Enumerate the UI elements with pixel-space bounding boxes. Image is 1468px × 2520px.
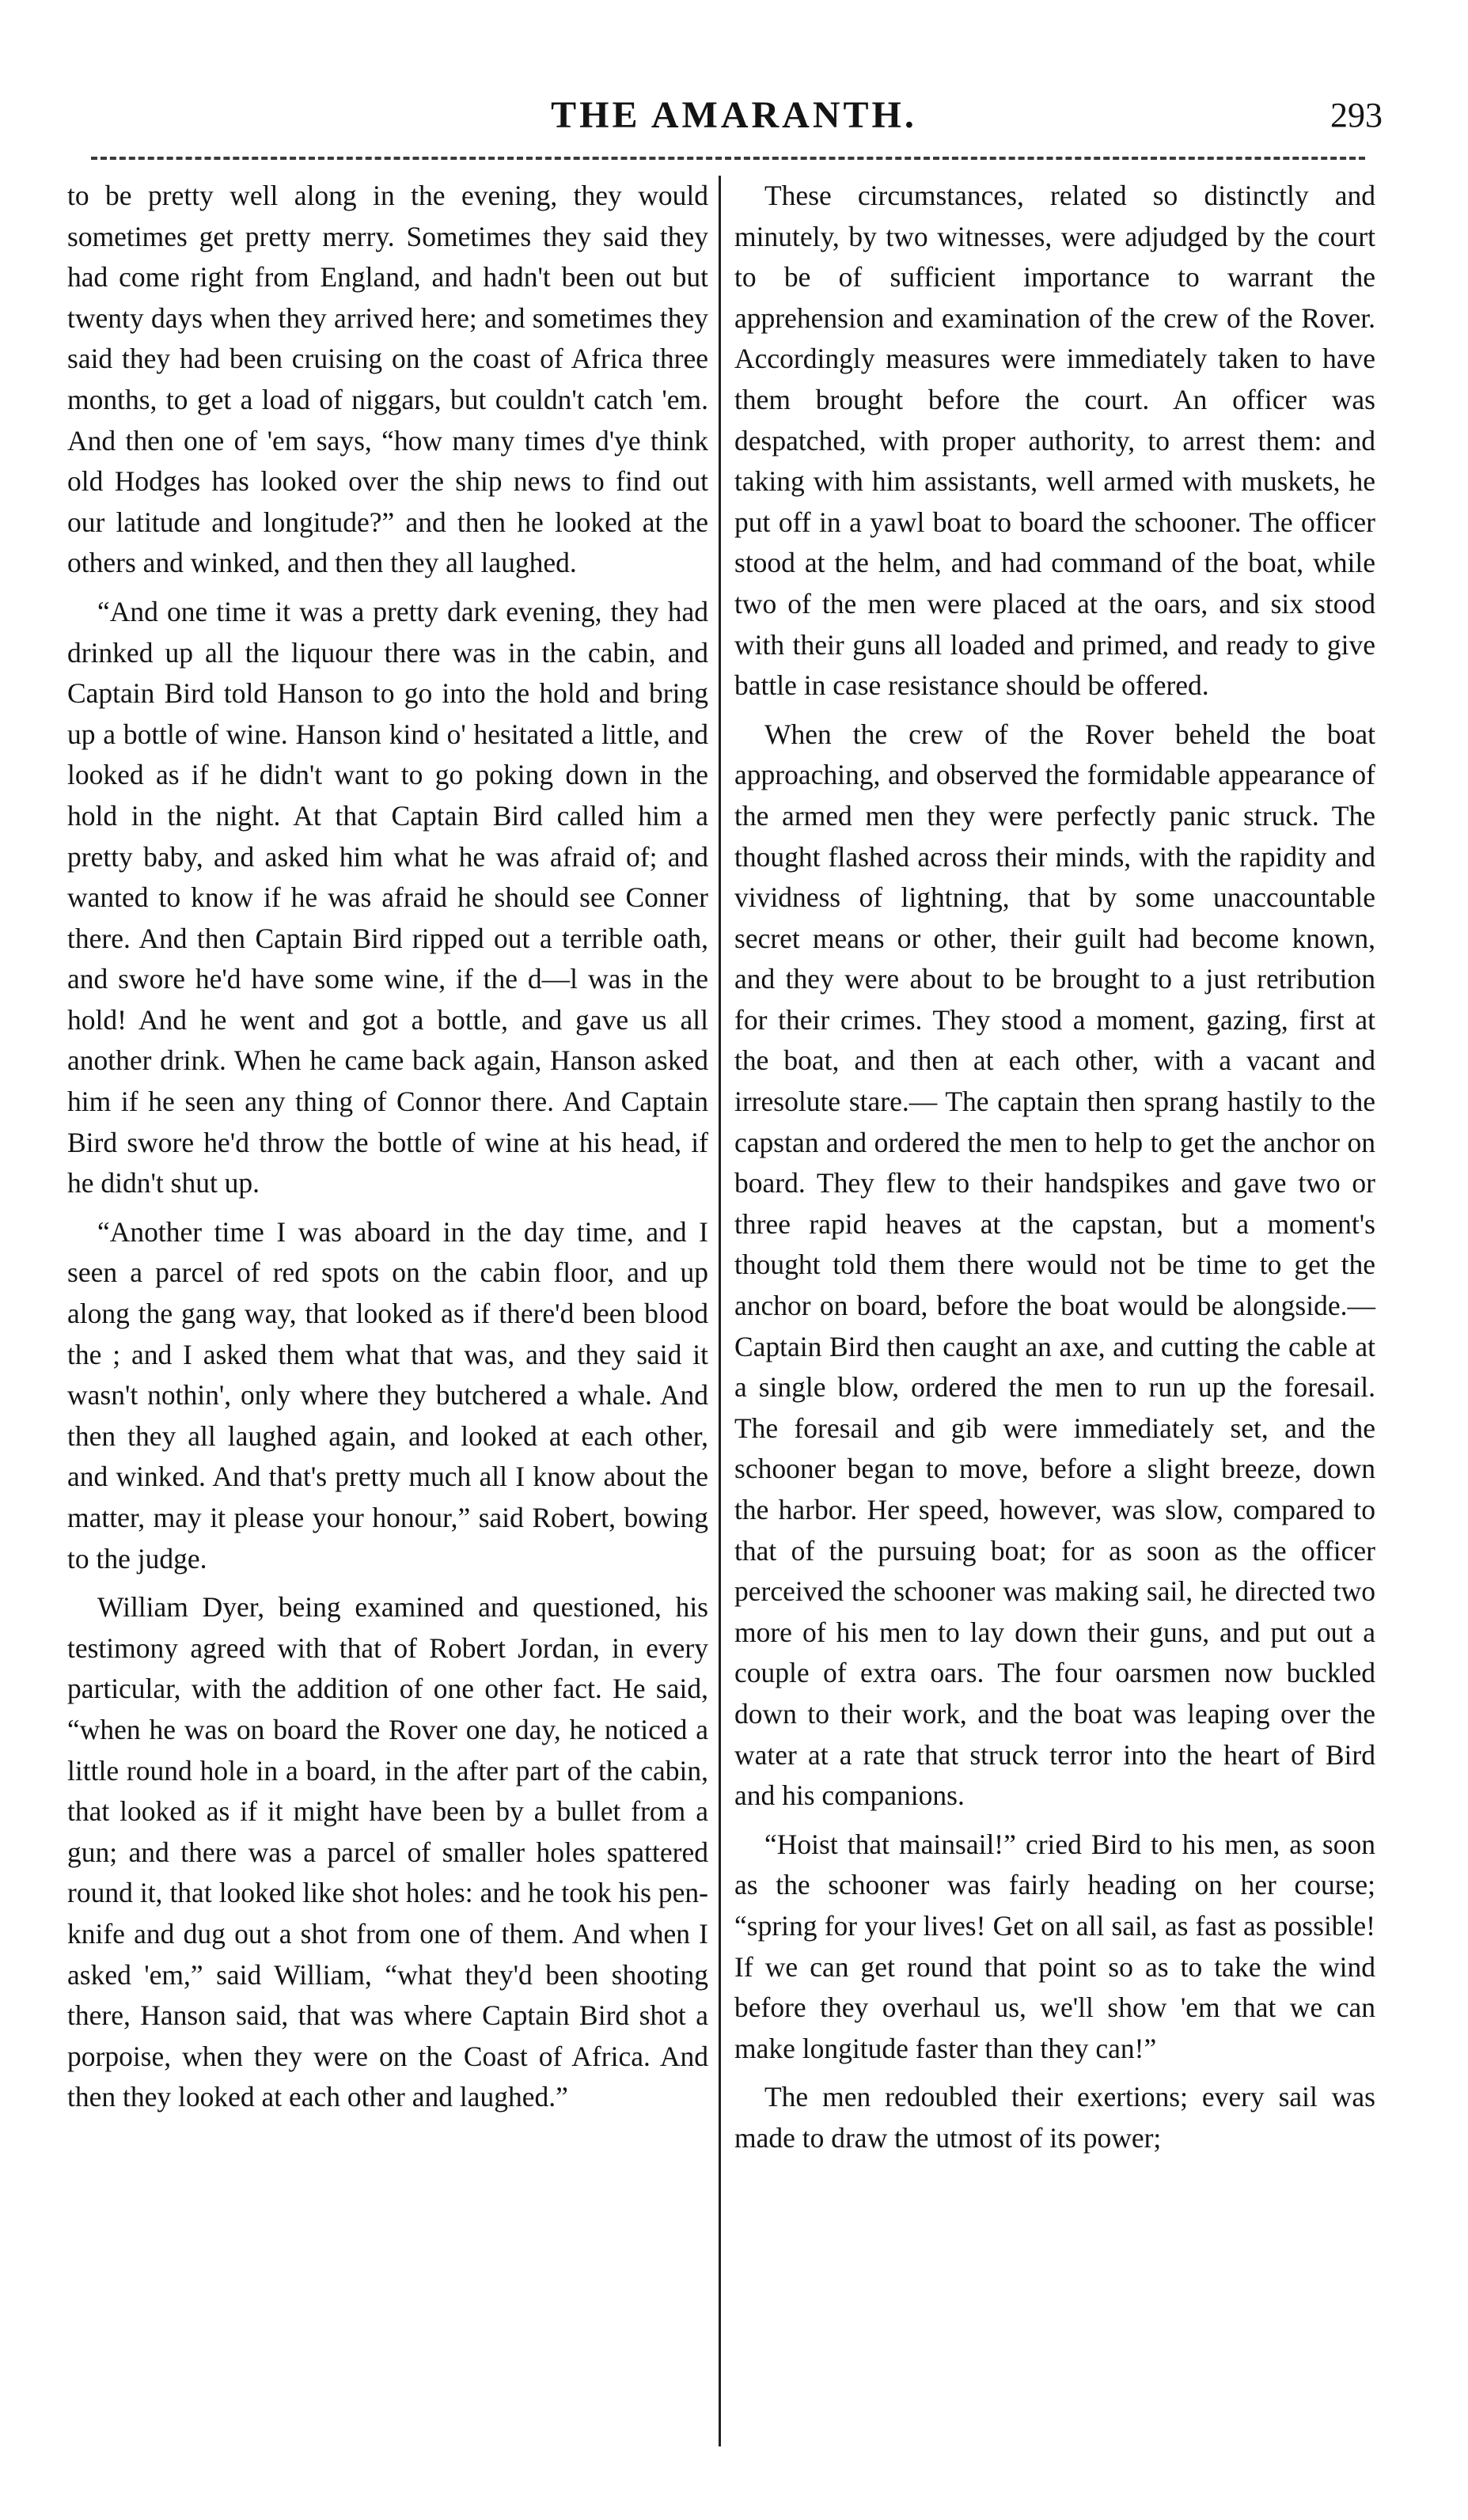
running-title: THE AMARANTH. <box>551 94 917 136</box>
page-header <box>79 93 1389 149</box>
page-number: 293 <box>1330 96 1383 135</box>
paragraph: These circumstances, related so distinctly and minutely, by two witnesses, were adjudged by the court to be of sufficient importance to warrant the apprehension and examination of the crew of the Rover. Accordingly measures were immediately taken to have them brought before the court. An officer was despatched, with proper authority, to arrest them: and taking with him assistants, well armed with muskets, he put off in a yawl boat to board the schooner. The officer stood at the helm, and had command of the boat, while two of the men were placed at the oars, and six stood with their guns all loaded and primed, and ready to give battle in case resistance should be offered. <box>734 180 1375 702</box>
paragraph: The men redoubled their exertions; every sail was made to draw the utmost of its power; <box>734 2081 1375 2154</box>
left-column <box>67 176 708 2126</box>
paragraph: William Dyer, being examined and questioned, his testimony agreed with that of Robert Jordan, in every particular, with the addition of one other fact. He said, “when he was on board the Rover one day, he noticed a little round hole in a board, in the after part of the cabin, that looked as if it might have been by a bullet from a gun; and there was a parcel of smaller holes spattered round it, that looked like shot holes: and he took his pen-knife and dug out a shot from one of them. And when I asked 'em,” said William, “what they'd been shooting there, Hanson said, that was where Captain Bird shot a porpoise, when they were on the Coast of Africa. And then they looked at each other and laughed.” <box>67 1591 708 2113</box>
right-column <box>734 176 1375 2167</box>
paragraph: “Hoist that mainsail!” cried Bird to his men, as soon as the schooner was fairly heading on her course; “spring for your lives! Get on all sail, as fast as possible! If we can get round that point so as to take the wind before they overhaul us, we'll show 'em that we can make longitude faster than they can!” <box>734 1828 1375 2064</box>
paragraph: When the crew of the Rover beheld the boat approaching, and observed the formidable appearance of the armed men they were perfectly panic struck. The thought flashed across their minds, with the rapidity and vividness of lightning, that by some unaccountable secret means or other, their guilt had become known, and they were about to be brought to a just retribution for their crimes. They stood a moment, gazing, first at the boat, and then at each other, with a vacant and irresolute stare.— The captain then sprang hastily to the capstan and ordered the men to help to get the anchor on board. They flew to their handspikes and gave two or three rapid heaves at the capstan, but a moment's thought told them there would not be time to get the anchor on board, before the boat would be alongside.— Captain Bird then caught an axe, and cutting the cable at a single blow, ordered the men to run up the foresail. The foresail and gib were immediately set, and the schooner began to move, before a slight breeze, down the harbor. Her speed, however, was slow, compared to that of the pursuing boat; for as soon as the officer perceived the schooner was making sail, he directed two more of his men to lay down their guns, and put out a couple of extra oars. The four oarsmen now buckled down to their work, and the boat was leaping over the water at a rate that struck terror into the heart of Bird and his companions. <box>734 718 1375 1812</box>
paragraph: to be pretty well along in the evening, they would sometimes get pretty merry. Sometimes they said they had come right from England, and hadn't been out but twenty days when they arrived here; and sometimes they said they had been cruising on the coast of Africa three months, to get a load of niggars, but couldn't catch 'em. And then one of 'em says, “how many times d'ye think old Hodges has looked over the ship news to find out our latitude and longitude?” and then he looked at the others and winked, and then they all laughed. <box>67 180 708 579</box>
paragraph: “Another time I was aboard in the day time, and I seen a parcel of red spots on the cabin floor, and up along the gang way, that looked as if there'd been blood the ; and I asked them what that was, and they said it wasn't nothin', only where they butchered a whale. And then they all laughed again, and looked at each other, and winked. And that's pretty much all I know about the matter, may it please your honour,” said Robert, bowing to the judge. <box>67 1215 708 1575</box>
header-rule <box>91 157 1365 160</box>
paragraph: “And one time it was a pretty dark evening, they had drinked up all the liquour there was in the cabin, and Captain Bird told Hanson to go into the hold and bring up a bottle of wine. Hanson kind o' hesitated a little, and looked as if he didn't want to go poking down in the hold in the night. At that Captain Bird called him a pretty baby, and asked him what he was afraid of; and wanted to know if he was afraid he should see Conner there. And then Captain Bird ripped out a terrible oath, and swore he'd have some wine, if the d—l was in the hold! And he went and got a bottle, and gave us all another drink. When he came back again, Hanson asked him if he seen any thing of Connor there. And Captain Bird swore he'd throw the bottle of wine at his head, if he didn't shut up. <box>67 595 708 1199</box>
column-divider <box>719 176 721 2446</box>
